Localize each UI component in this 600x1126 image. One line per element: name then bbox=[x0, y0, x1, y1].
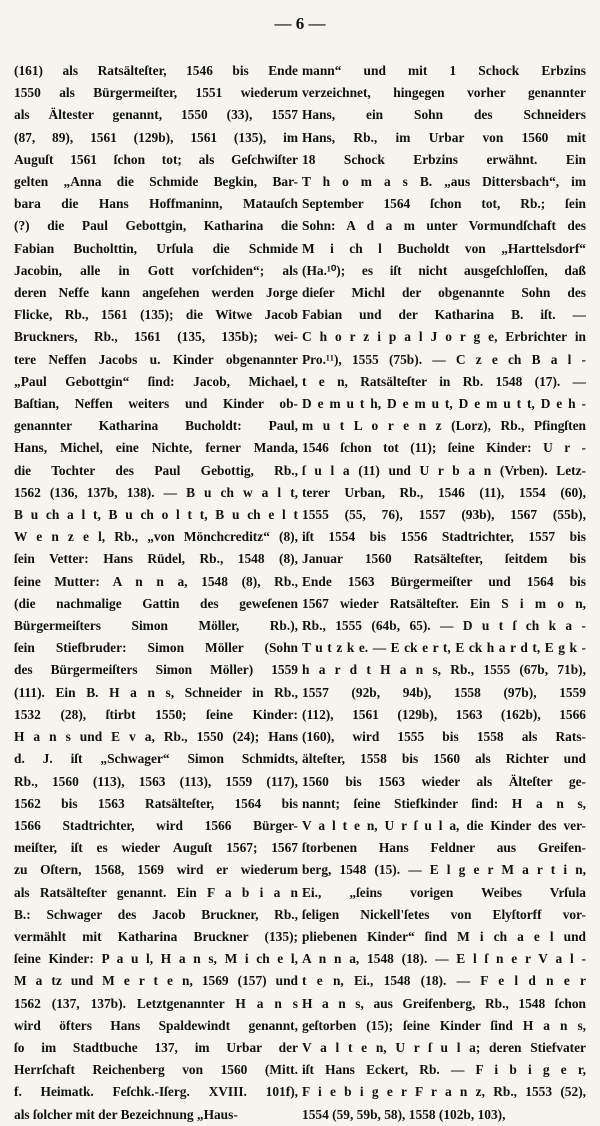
text-line: F i e b i g e r F r a n z, Rb., 1553 (52), bbox=[302, 1084, 586, 1100]
text-line: des Bürgermeiſters Simon Möller) 1559 bbox=[14, 662, 298, 678]
text-line: Baſtian, Neffen weiters und Kinder ob- bbox=[14, 396, 298, 412]
text-line: (111). Ein B. H a n s, Schneider in Rb., bbox=[14, 684, 298, 700]
text-line: (die nachmalige Gattin des geweſenen bbox=[14, 595, 298, 611]
text-line: mann“ und mit 1 Schock Erbzins bbox=[302, 63, 586, 78]
text-line: genannter Katharina Bucholdt: Paul, bbox=[14, 418, 298, 434]
text-line: f. Heimatk. Feſchk.-Iſerg. XVIII. 101f), bbox=[14, 1084, 298, 1100]
text-line: d. J. iſt „Schwager“ Simon Schmidts, bbox=[14, 751, 298, 767]
text-line: Januar 1560 Ratsälteſter, ſeitdem bis bbox=[302, 551, 586, 567]
text-line: 1560 bis 1563 wieder als Älteſter ge- bbox=[302, 773, 586, 789]
text-line: h a r d t H a n s, Rb., 1555 (67b, 71b), bbox=[302, 662, 586, 678]
text-line: t e n, Ratsälteſter in Rb. 1548 (17). — bbox=[302, 373, 586, 389]
page-number: — 6 — bbox=[274, 14, 326, 33]
text-line: (112), 1561 (129b), 1563 (162b), 1566 bbox=[302, 706, 586, 722]
text-line: gelten „Anna die Schmide Begkin, Bar- bbox=[14, 174, 298, 190]
text-line: Ende 1563 Bürgermeiſter und 1564 bis bbox=[302, 573, 586, 589]
text-line: D e m u t h, D e m u t, D e m u t t, D e h - bbox=[302, 396, 586, 412]
text-line: vermählt mit Katharina Bruckner (135); bbox=[14, 928, 298, 944]
text-line: Hans, ein Sohn des Schneiders bbox=[302, 107, 586, 123]
text-line: Bruckners, Rb., 1561 (135, 135b); wei- bbox=[14, 329, 298, 345]
text-line: (?) die Paul Gebottgin, Katharina die bbox=[14, 218, 298, 234]
text-line: Rb., 1555 (64b, 65). — D u t ſ ch k a - bbox=[302, 618, 586, 634]
text-line: ſ u l a (11) und U r b a n (Vrben). Letz- bbox=[302, 462, 586, 478]
text-line: (161) als Ratsälteſter, 1546 bis Ende bbox=[14, 63, 298, 78]
text-line: T h o m a s B. „aus Dittersbach“, im bbox=[302, 174, 586, 190]
text-line: Sohn: A d a m unter Vormundſchaft des bbox=[302, 218, 586, 234]
text-line: September 1564 ſchon tot, Rb.; ſein bbox=[302, 196, 586, 212]
text-line: nannt; ſeine Stiefkinder ſind: H a n s, bbox=[302, 795, 586, 811]
text-line: Flicke, Rb., 1561 (135); die Witwe Jacob bbox=[14, 307, 298, 323]
text-line: t e n, Ei., 1548 (18). — F e l d n e r bbox=[302, 973, 586, 989]
text-line: (87, 89), 1561 (129b), 1561 (135), im bbox=[14, 129, 298, 145]
text-line: Hans, Rb., im Urbar von 1560 mit bbox=[302, 129, 586, 145]
text-line: meiſter, iſt es wieder Auguſt 1567; 1567 bbox=[14, 840, 298, 856]
text-line: ſeine Kinder: P a u l, H a n s, M i ch e l, bbox=[14, 951, 298, 967]
text-line: Ei., „ſeins vorigen Weibes Vrſula bbox=[302, 884, 586, 900]
text-line: V a l t e n, U r ſ u l a, die Kinder des ver- bbox=[302, 817, 586, 833]
text-line: Pro.¹¹), 1555 (75b). — C z e ch B a l - bbox=[302, 351, 586, 367]
text-line: m u t L o r e n z (Lorz), Rb., Pfingſten bbox=[302, 418, 586, 434]
text-line: verzeichnet, hingegen vorher genannter bbox=[302, 85, 586, 101]
text-line: als Ältester genannt, 1550 (33), 1557 bbox=[14, 107, 298, 123]
text-line: berg, 1548 (15). — E l g e r M a r t i n, bbox=[302, 862, 586, 878]
text-line: ſein Vetter: Hans Rüdel, Rb., 1548 (8), bbox=[14, 551, 298, 567]
text-line: iſt 1554 bis 1556 Stadtrichter, 1557 bis bbox=[302, 529, 586, 545]
text-line: ſeligen Nickell'ſetes von Elyſtorff vor- bbox=[302, 906, 586, 922]
text-line: zu Oſtern, 1568, 1569 wird er wiederum bbox=[14, 862, 298, 878]
text-line: W e n z e l, Rb., „von Mönchcreditz“ (8), bbox=[14, 529, 298, 545]
text-line: A n n a, 1548 (18). — E l ſ n e r V a l - bbox=[302, 951, 586, 967]
text-line: bara die Hans Hoffmaninn, Matauſch bbox=[14, 196, 298, 212]
text-line: 1554 (59, 59b, 58), 1558 (102b, 103), bbox=[302, 1106, 506, 1122]
text-line: Auguſt 1561 ſchon tot; als Geſchwiſter bbox=[14, 151, 298, 167]
left-column bbox=[14, 60, 298, 1126]
text-line: deren Neffe kann angeſehen werden Jorge bbox=[14, 285, 298, 301]
text-line: 1550 als Bürgermeiſter, 1551 wiederum bbox=[14, 85, 298, 101]
text-line: M a tz und M e r t e n, 1569 (157) und bbox=[14, 973, 298, 989]
text-line: pliebenen Kinder“ ſind M i ch a e l und bbox=[302, 928, 586, 944]
text-line: B.: Schwager des Jacob Bruckner, Rb., bbox=[14, 906, 298, 922]
text-line: wird öfters Hans Spaldewindt genannt, bbox=[14, 1017, 298, 1033]
text-line: Bürgermeiſters Simon Möller, Rb.), bbox=[14, 618, 298, 634]
text-line: T u t z k e. — E ck e r t, E ck h a r d t, E g k - bbox=[302, 640, 586, 656]
text-line: H a n s, aus Greifenberg, Rb., 1548 ſchon bbox=[302, 995, 586, 1011]
text-line: geſtorben (15); ſeine Kinder ſind H a n s, bbox=[302, 1017, 586, 1033]
text-line: Rb., 1560 (113), 1563 (113), 1559 (117), bbox=[14, 773, 298, 789]
text-line: 1562 bis 1563 Ratsälteſter, 1564 bis bbox=[14, 795, 298, 811]
text-line: H a n s und E v a, Rb., 1550 (24); Hans bbox=[14, 729, 298, 745]
text-line: Fabian Bucholttin, Urſula die Schmide bbox=[14, 240, 298, 256]
text-line: ſtorbenen Hans Feldner aus Greifen- bbox=[302, 840, 586, 856]
text-line: „Paul Gebottgin“ ſind: Jacob, Michael, bbox=[14, 373, 298, 389]
text-line: als ſolcher mit der Bezeichnung „Haus- bbox=[14, 1106, 238, 1122]
text-line: terer Urban, Rb., 1546 (11), 1554 (60), bbox=[302, 484, 586, 500]
text-line: (160), wird 1555 bis 1558 als Rats- bbox=[302, 729, 586, 745]
text-line: V a l t e n, U r ſ u l a; deren Stiefvater bbox=[302, 1039, 586, 1055]
text-line: tere Neffen Jacobs u. Kinder obgenannter bbox=[14, 351, 298, 367]
text-line: die Tochter des Paul Gebottig, Rb., bbox=[14, 462, 298, 478]
text-line: M i ch l Bucholdt von „Harttelsdorf“ bbox=[302, 240, 586, 256]
text-line: 1567 wieder Ratsälteſter. Ein S i m o n, bbox=[302, 595, 586, 611]
text-line: Hans, Michel, eine Nichte, ferner Manda, bbox=[14, 440, 298, 456]
text-line: 18 Schock Erbzins erwähnt. Ein bbox=[302, 151, 586, 167]
text-line: 1557 (92b, 94b), 1558 (97b), 1559 bbox=[302, 684, 586, 700]
text-line: 1562 (136, 137b, 138). — B u ch w a l t, bbox=[14, 484, 298, 500]
text-line: iſt Hans Eckert, Rb. — F i b i g e r, bbox=[302, 1062, 586, 1078]
text-line: ſeine Mutter: A n n a, 1548 (8), Rb., bbox=[14, 573, 298, 589]
text-line: dieſer Michl der obgenannte Sohn des bbox=[302, 285, 586, 301]
text-line: 1566 Stadtrichter, wird 1566 Bürger- bbox=[14, 817, 298, 833]
text-line: 1532 (28), ſtirbt 1550; ſeine Kinder: bbox=[14, 706, 298, 722]
text-line: Herrſchaft Reichenberg von 1560 (Mitt. bbox=[14, 1062, 298, 1078]
text-line: 1562 (137, 137b). Letztgenannter H a n s bbox=[14, 995, 298, 1011]
text-line: Fabian und der Katharina B. iſt. — bbox=[302, 307, 586, 323]
text-line: als Ratsälteſter genannt. Ein F a b i a n bbox=[14, 884, 298, 900]
text-line: ſo im Stadtbuche 137, im Urbar der bbox=[14, 1039, 298, 1055]
text-line: 1555 (55, 76), 1557 (93b), 1567 (55b), bbox=[302, 507, 586, 523]
right-column bbox=[302, 60, 586, 1126]
text-line: B u ch a l t, B u ch o l t t, B u ch e l t bbox=[14, 507, 298, 523]
text-line: Jacobin, alle in Gott vorſchiden“; als bbox=[14, 262, 298, 278]
text-line: (Ha.¹⁰); es iſt nicht ausgeſchloſſen, daß bbox=[302, 262, 586, 278]
text-line: ſein Stiefbruder: Simon Möller (Sohn bbox=[14, 640, 298, 656]
text-line: C h o r z i p a l J o r g e, Erbrichter in bbox=[302, 329, 586, 345]
text-line: älteſter, 1558 bis 1560 als Richter und bbox=[302, 751, 586, 767]
text-line: 1546 ſchon tot (11); ſeine Kinder: U r - bbox=[302, 440, 586, 456]
